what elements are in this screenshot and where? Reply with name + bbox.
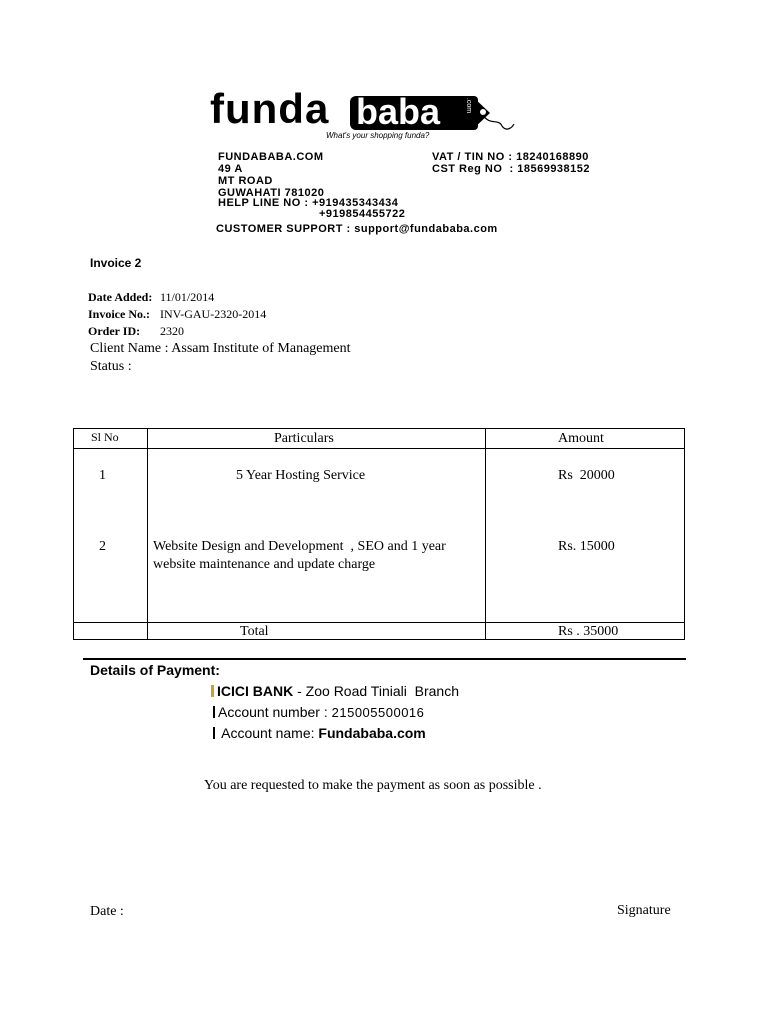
payment-note: You are requested to make the payment as soon as possible . (204, 778, 542, 793)
row-2-particulars-line-1: Website Design and Development , SEO and 1 year (153, 539, 446, 554)
invoice-title: Invoice 2 (90, 256, 142, 270)
logo-tagline: What's your shopping funda? (326, 131, 430, 140)
row-2-particulars-line-2: website maintenance and update charge (153, 557, 376, 572)
account-name-value: Fundababa.com (318, 725, 426, 741)
invoice-number-label: Invoice No.: (88, 307, 150, 321)
bullet-icon (211, 685, 214, 697)
table-header-amount: Amount (558, 431, 604, 446)
invoice-table (73, 428, 685, 640)
table-column-divider (147, 429, 148, 639)
customer-support: CUSTOMER SUPPORT : support@fundababa.com (216, 223, 498, 235)
company-address-line-3: GUWAHATI 781020 (218, 187, 325, 199)
date-added-value: 11/01/2014 (160, 290, 215, 304)
vat-tin-number: VAT / TIN NO : 18240168890 (432, 151, 589, 163)
bullet-icon (213, 727, 215, 739)
account-number-label: Account number : (218, 704, 332, 720)
logo-text-com: .com (465, 97, 473, 114)
account-name-line (213, 725, 426, 741)
bullet-icon (213, 706, 215, 718)
invoice-number-value: INV-GAU-2320-2014 (160, 307, 267, 321)
signature-label: Signature (617, 903, 671, 918)
total-label: Total (240, 624, 269, 639)
cst-reg-number: CST Reg NO : 18569938152 (432, 163, 591, 175)
row-2-amount: Rs. 15000 (558, 539, 615, 554)
row-1-particulars: 5 Year Hosting Service (236, 468, 366, 483)
total-value: Rs . 35000 (558, 624, 619, 639)
order-id-value: 2320 (160, 324, 184, 338)
bank-branch: - Zoo Road Tiniali Branch (293, 683, 459, 699)
table-column-divider (485, 429, 486, 639)
bank-name: ICICI BANK (217, 683, 294, 699)
client-name: Client Name : Assam Institute of Management (90, 341, 351, 356)
company-address-line-2: MT ROAD (218, 175, 273, 187)
payment-divider (83, 658, 686, 660)
order-id-label: Order ID: (88, 324, 141, 338)
company-address-line-1: 49 A (218, 163, 243, 175)
helpline-number-2: +919854455722 (319, 208, 406, 220)
payment-heading: Details of Payment: (90, 662, 220, 678)
date-label: Date : (90, 904, 124, 919)
logo-text-baba: baba (356, 91, 441, 132)
row-1-amount: Rs 20000 (558, 468, 615, 483)
account-number-value: 215005500016 (331, 705, 425, 720)
date-added-label: Date Added: (88, 290, 153, 304)
status: Status : (90, 359, 132, 374)
table-header-particulars: Particulars (274, 431, 334, 446)
account-number-line (213, 704, 424, 720)
row-2-sl: 2 (99, 539, 106, 554)
helpline-number-1: HELP LINE NO : +919435343434 (218, 197, 399, 209)
logo-string-icon (480, 112, 516, 136)
logo-text-funda: funda (210, 85, 330, 132)
table-header-sl-no: Sl No (91, 430, 119, 444)
table-header-divider (74, 448, 684, 449)
table-total-divider (74, 622, 684, 623)
account-name-label: Account name: (218, 725, 319, 741)
company-name: FUNDABABA.COM (218, 151, 324, 163)
row-1-sl: 1 (99, 468, 106, 483)
bank-line (211, 683, 459, 699)
